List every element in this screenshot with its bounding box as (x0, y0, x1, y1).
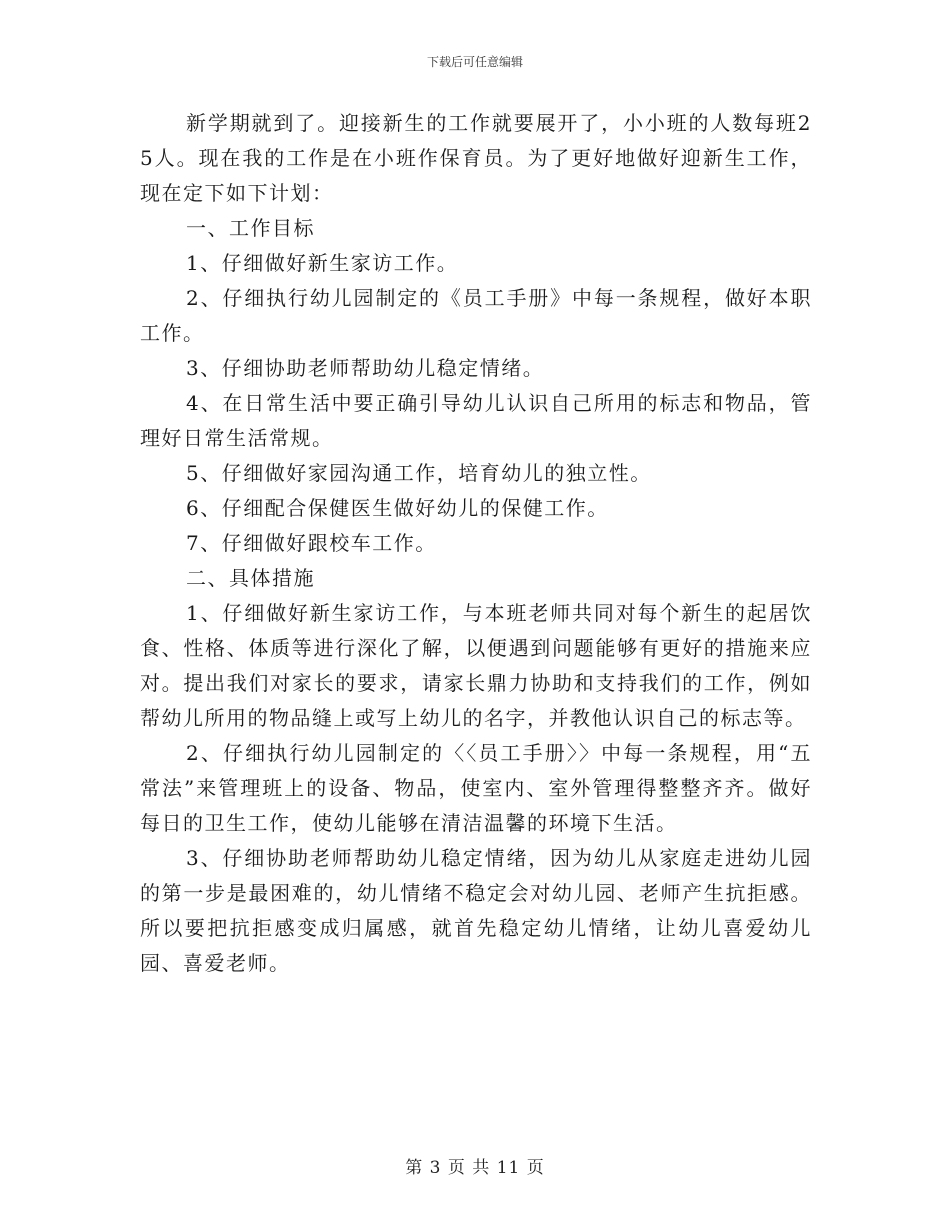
goal-item-7: 7、仔细做好跟校车工作。 (186, 531, 437, 555)
document-body (140, 106, 812, 981)
goal-item-4: 4、在日常生活中要正确引导幼儿认识自己所用的标志和物品，管理好日常生活常规。 (140, 391, 812, 450)
goal-item-3: 3、仔细协助老师帮助幼儿稳定情绪。 (186, 356, 545, 380)
goal-item-2: 2、仔细执行幼儿园制定的《员工手册》中每一条规程，做好本职工作。 (140, 286, 812, 345)
page-number-footer: 第 3 页 共 11 页 (405, 1158, 545, 1178)
page-header-note: 下载后可任意编辑 (426, 55, 523, 69)
section-heading-measures: 二、具体措施 (186, 566, 315, 590)
goal-item-6: 6、仔细配合保健医生做好幼儿的保健工作。 (186, 496, 609, 520)
goal-item-5: 5、仔细做好家园沟通工作，培育幼儿的独立性。 (186, 461, 652, 485)
paragraph-intro: 新学期就到了。迎接新生的工作就要展开了，小小班的人数每班25人。现在我的工作是在小班作保育员。为了更好地做好迎新生工作，现在定下如下计划： (140, 111, 812, 205)
goal-item-1: 1、仔细做好新生家访工作。 (186, 251, 459, 275)
section-heading-goals: 一、工作目标 (186, 216, 315, 240)
measure-item-2: 2、仔细执行幼儿园制定的〈〈员工手册〉〉中每一条规程，用“五常法”来管理班上的设备、物品，使室内、室外管理得整整齐齐。做好每日的卫生工作，使幼儿能够在清洁温馨的环境下生活。 (140, 741, 812, 835)
measure-item-3: 3、仔细协助老师帮助幼儿稳定情绪，因为幼儿从家庭走进幼儿园的第一步是最困难的，幼儿情绪不稳定会对幼儿园、老师产生抗拒感。所以要把抗拒感变成归属感，就首先稳定幼儿情绪，让幼儿喜爱幼儿园、喜爱老师。 (140, 846, 812, 975)
measure-item-1: 1、仔细做好新生家访工作，与本班老师共同对每个新生的起居饮食、性格、体质等进行深化了解，以便遇到问题能够有更好的措施来应对。提出我们对家长的要求，请家长鼎力协助和支持我们的工作，例如帮幼儿所用的物品缝上或写上幼儿的名字，并教他认识自己的标志等。 (140, 601, 812, 730)
